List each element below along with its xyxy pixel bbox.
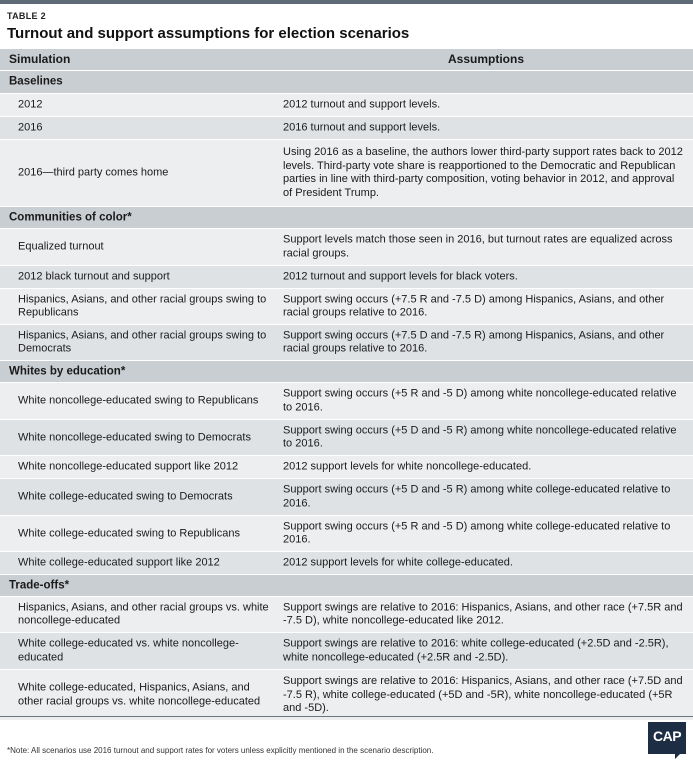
section-title: Trade-offs*: [9, 578, 70, 591]
simulation-cell: White noncollege-educated support like 2012: [18, 460, 239, 473]
simulation-cell: White college-educated swing to Republicans: [18, 526, 240, 539]
table-header: [0, 49, 693, 70]
section-header: [0, 71, 693, 94]
table-row: [0, 94, 693, 117]
section-header: [0, 361, 693, 383]
cap-logo: [648, 722, 686, 754]
table-row: [0, 383, 693, 420]
section-header: [0, 575, 693, 597]
table-row: [0, 140, 693, 207]
header-simulation: Simulation: [9, 52, 71, 66]
header-assumptions: Assumptions: [448, 52, 525, 66]
assumptions-cell: 2012 turnout and support levels for black voters.: [283, 270, 518, 283]
table-row: [0, 456, 693, 479]
footnote: *Note: All scenarios use 2016 turnout and support rates for voters unless explicitly mentioned in the scenario description.: [7, 746, 434, 755]
assumptions-cell: Support swings are relative to 2016: Hispanics, Asians, and other race (+7.5R and -7.5 D), white noncollege-educated like 2012.: [283, 601, 683, 627]
table-row: [0, 633, 693, 670]
assumptions-cell: Support swing occurs (+5 R and -5 D) among white noncollege-educated relative to 2016.: [283, 387, 677, 413]
table-row: [0, 229, 693, 266]
assumptions-cell: 2016 turnout and support levels.: [283, 121, 441, 134]
assumptions-cell: Support swings are relative to 2016: Hispanics, Asians, and other race (+7.5D and -7.5 R), white college-educated (+5D and -5R), white noncollege-educated (+5R and -5D).: [283, 674, 683, 714]
section-title: Baselines: [9, 75, 63, 88]
assumptions-cell: Support swings are relative to 2016: white college-educated (+2.5D and -2.5R), white noncollege-educated (+2.5R and -2.5D).: [283, 637, 669, 663]
table-row: [0, 266, 693, 289]
simulation-cell: Hispanics, Asians, and other racial groups swing to Democrats: [18, 329, 267, 355]
logo-notch: [675, 754, 680, 759]
assumptions-cell: Support swing occurs (+7.5 R and -7.5 D) among Hispanics, Asians, and other racial groups relative to 2016.: [283, 293, 665, 319]
table-row: [0, 420, 693, 456]
table-row: [0, 325, 693, 361]
table-row: [0, 117, 693, 140]
table-label: TABLE 2: [7, 11, 46, 21]
simulation-cell: Hispanics, Asians, and other racial groups vs. white noncollege-educated: [18, 601, 269, 627]
simulation-cell: White college-educated support like 2012: [18, 556, 220, 569]
bottom-rule: [0, 716, 693, 717]
assumptions-cell: Support swing occurs (+5 D and -5 R) among white noncollege-educated relative to 2016.: [283, 424, 677, 450]
table-row: [0, 516, 693, 552]
simulation-cell: 2012: [18, 98, 43, 111]
section-header: [0, 207, 693, 229]
simulation-cell: White noncollege-educated swing to Democrats: [18, 430, 251, 443]
assumptions-cell: Support swing occurs (+5 R and -5 D) among white college-educated relative to 2016.: [283, 520, 671, 546]
top-rule: [0, 0, 693, 4]
assumptions-cell: 2012 turnout and support levels.: [283, 98, 441, 111]
simulation-cell: 2016: [18, 121, 43, 134]
simulation-cell: 2016—third party comes home: [18, 166, 169, 179]
simulation-cell: White college-educated swing to Democrats: [18, 490, 233, 503]
assumptions-cell: 2012 support levels for white noncollege-educated.: [283, 460, 532, 473]
simulation-cell: White college-educated, Hispanics, Asians, and other racial groups vs. white noncollege-educated: [18, 681, 261, 707]
section-title: Communities of color*: [9, 210, 132, 223]
simulation-cell: 2012 black turnout and support: [18, 270, 170, 283]
table-row: [0, 289, 693, 325]
table-body: [0, 71, 693, 721]
assumptions-cell: Using 2016 as a baseline, the authors lower third-party support rates back to 2012 levels. Third-party vote share is reapportioned to the Democratic and Republican parties in line with third-party composition, voting behavior in 2012, and approval of President Trump.: [283, 146, 683, 199]
table-row: [0, 597, 693, 633]
simulation-cell: Hispanics, Asians, and other racial groups swing to Republicans: [18, 293, 267, 319]
logo-text: CAP: [652, 728, 682, 744]
table-row: [0, 670, 693, 721]
table-row: [0, 552, 693, 575]
assumptions-cell: Support swing occurs (+5 D and -5 R) among white college-educated relative to 2016.: [283, 483, 671, 509]
section-title: Whites by education*: [9, 364, 126, 377]
assumptions-cell: Support levels match those seen in 2016, but turnout rates are equalized across racial groups.: [283, 233, 673, 259]
table-row: [0, 479, 693, 516]
table-title: Turnout and support assumptions for election scenarios: [7, 25, 410, 42]
assumptions-cell: 2012 support levels for white college-educated.: [283, 556, 513, 569]
simulation-cell: White college-educated vs. white noncollege-educated: [18, 637, 239, 663]
simulation-cell: Equalized turnout: [18, 240, 104, 253]
simulation-cell: White noncollege-educated swing to Republicans: [18, 394, 259, 407]
assumptions-cell: Support swing occurs (+7.5 D and -7.5 R) among Hispanics, Asians, and other racial groups relative to 2016.: [283, 329, 665, 355]
